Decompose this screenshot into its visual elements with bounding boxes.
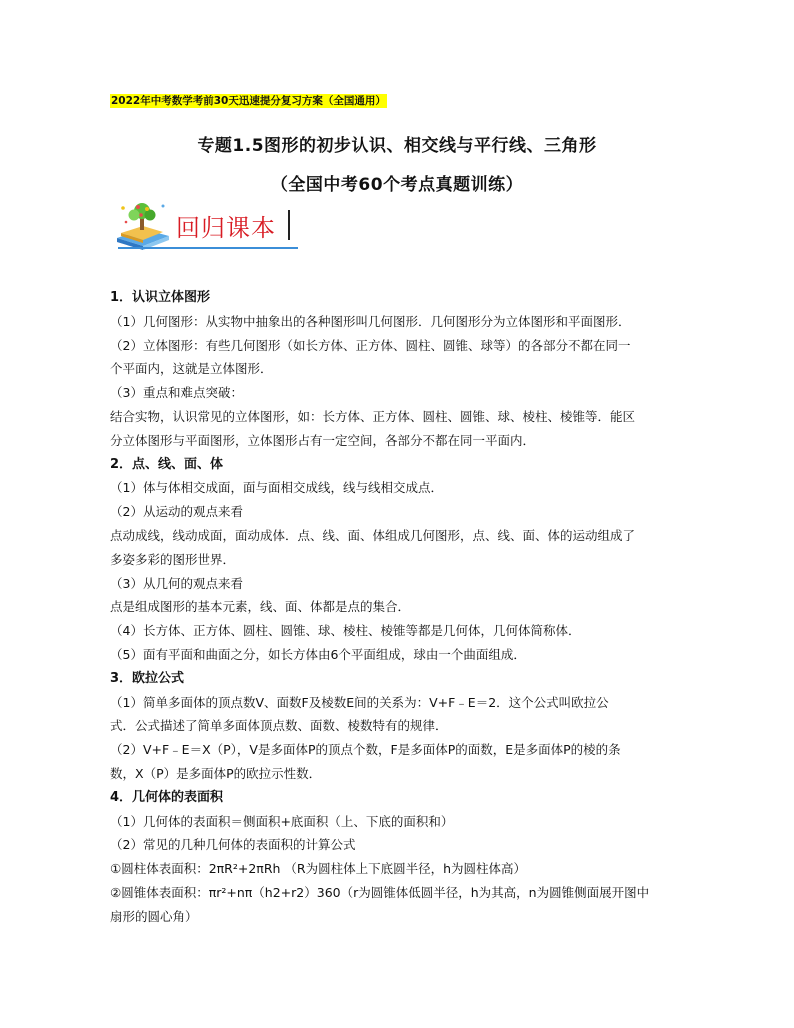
banner-underline <box>118 247 298 249</box>
text-cursor <box>288 210 290 240</box>
body-line: ①圆柱体表面积：2πR²+2πRh （R为圆柱体上下底圆半径，h为圆柱体高） <box>110 861 527 877</box>
body-line: 分立体图形与平面图形，立体图形占有一定空间，各部分不都在同一平面内． <box>110 432 536 448</box>
document-body <box>110 286 690 929</box>
body-line: （1）几何体的表面积＝侧面积+底面积（上、下底的面积和） <box>110 813 454 829</box>
body-line: 点是组成图形的基本元素，线、面、体都是点的集合． <box>110 599 411 615</box>
section-heading: 1．认识立体图形 <box>110 290 211 305</box>
body-line: 结合实物，认识常见的立体图形，如：长方体、正方体、圆柱、圆锥、球、棱柱、棱锥等．能区 <box>110 408 636 424</box>
body-line: （2）V+F﹣E＝X（P），V是多面体P的顶点个数，F是多面体P的面数，E是多面体P的棱的条 <box>110 742 621 758</box>
body-line: （2）从运动的观点来看 <box>110 504 243 520</box>
body-line: （3）重点和难点突破： <box>110 385 243 401</box>
body-line: 多姿多彩的图形世界． <box>110 551 236 567</box>
banner-title: 回归课本 <box>176 214 276 242</box>
section-heading: 2．点、线、面、体 <box>110 456 224 472</box>
body-line: 数，X（P）是多面体P的欧拉示性数． <box>110 765 322 781</box>
book-tree-icon <box>113 200 175 254</box>
body-line: 式．公式描述了简单多面体顶点数、面数、棱数特有的规律． <box>110 718 448 734</box>
section-heading: 4．几何体的表面积 <box>110 789 224 805</box>
body-line: （1）体与体相交成面，面与面相交成线，线与线相交成点． <box>110 480 443 496</box>
body-line: （2）常见的几种几何体的表面积的计算公式 <box>110 837 356 853</box>
section-heading: 3．欧拉公式 <box>110 670 185 686</box>
body-line: （1）几何图形：从实物中抽象出的各种图形叫几何图形．几何图形分为立体图形和平面图形． <box>110 313 631 329</box>
body-line: 扇形的圆心角） <box>110 908 198 924</box>
body-line: （2）立体图形：有些几何图形（如长方体、正方体、圆柱、圆锥、球等）的各部分不都在同一 <box>110 337 631 353</box>
body-line: 个平面内，这就是立体图形． <box>110 361 273 377</box>
body-line: （4）长方体、正方体、圆柱、圆锥、球、棱柱、棱锥等都是几何体，几何体简称体． <box>110 623 581 639</box>
page-subtitle: （全国中考60个考点真题训练） <box>270 175 524 195</box>
series-tag: 2022年中考数学考前30天迅速提分复习方案（全国通用） <box>111 95 386 107</box>
page-title: 专题1.5图形的初步认识、相交线与平行线、三角形 <box>197 136 597 156</box>
body-line: ②圆锥体表面积：πr²+nπ（h2+r2）360（r为圆锥体低圆半径，h为其高，n为圆锥侧面展开图中 <box>110 884 650 900</box>
body-line: （1）简单多面体的顶点数V、面数F及棱数E间的关系为：V+F﹣E＝2．这个公式叫欧拉公 <box>110 694 609 710</box>
body-line: 点动成线，线动成面，面动成体．点、线、面、体组成几何图形，点、线、面、体的运动组成了 <box>110 527 636 543</box>
body-line: （3）从几何的观点来看 <box>110 575 243 591</box>
body-line: （5）面有平面和曲面之分，如长方体由6个平面组成，球由一个曲面组成． <box>110 646 526 662</box>
section-banner <box>113 200 303 254</box>
